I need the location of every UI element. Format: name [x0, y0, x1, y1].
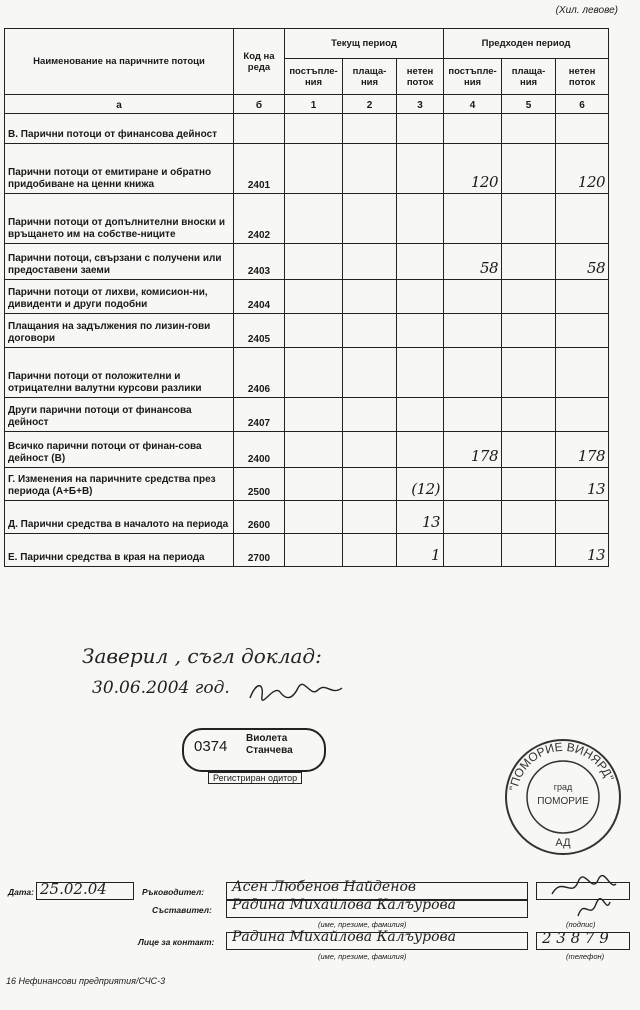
summary-net-current: (12)	[397, 468, 444, 501]
header-inflows-prior: постъпле-ния	[444, 59, 502, 95]
summary-row	[5, 534, 609, 567]
row-name: Плащания на задължения по лизин-гови договори	[5, 314, 234, 348]
row-code: 2400	[234, 432, 285, 468]
date-label: Дата:	[8, 887, 34, 897]
summary-name: Д. Парични средства в началото на периода	[5, 501, 234, 534]
row-code: 2402	[234, 194, 285, 244]
table-row	[5, 244, 609, 280]
row-inflow-prior	[444, 194, 502, 244]
row-name: Всичко парични потоци от финан-сова дейност (В)	[5, 432, 234, 468]
phone-value: 2 3 8 7 9	[542, 929, 609, 947]
index-cell: 2	[343, 95, 397, 114]
auditor-caption: Регистриран одитор	[208, 772, 302, 784]
row-code: 2404	[234, 280, 285, 314]
seal-suffix: АД	[555, 837, 571, 849]
certification-line-2: 30.06.2004 год.	[92, 678, 230, 698]
unit-note: (Хил. левове)	[555, 5, 618, 16]
row-name: Парични потоци от допълнителни вноски и връщането им на собстве-ниците	[5, 194, 234, 244]
auditor-name	[246, 733, 293, 757]
index-cell: 1	[285, 95, 343, 114]
table-row	[5, 348, 609, 398]
row-inflow-prior	[444, 280, 502, 314]
manager-value: Асен Любенов Найденов	[232, 879, 417, 895]
row-net-prior	[556, 398, 609, 432]
table-row	[5, 314, 609, 348]
summary-net-prior: 13	[556, 534, 609, 567]
row-code: 2403	[234, 244, 285, 280]
row-name: Парични потоци от лихви, комисион-ни, дивиденти и други подобни	[5, 280, 234, 314]
row-net-prior: 178	[556, 432, 609, 468]
row-inflow-prior	[444, 398, 502, 432]
index-cell: а	[5, 95, 234, 114]
contact-name-caption: (име, презиме, фамилия)	[318, 952, 407, 961]
index-cell: 5	[502, 95, 556, 114]
index-cell: 3	[397, 95, 444, 114]
certification-line-1: Заверил , съгл доклад:	[82, 644, 322, 668]
table-row	[5, 194, 609, 244]
signature-caption: (подпис)	[566, 920, 596, 929]
summary-code: 2500	[234, 468, 285, 501]
cash-flow-table	[4, 28, 609, 567]
header-name: Наименование на паричните потоци	[5, 29, 234, 95]
table-row	[5, 280, 609, 314]
row-code: 2401	[234, 144, 285, 194]
section-row	[5, 114, 609, 144]
seal-city-label: град	[553, 782, 573, 792]
row-name: Други парични потоци от финансова дейност	[5, 398, 234, 432]
row-inflow-prior: 58	[444, 244, 502, 280]
summary-code: 2700	[234, 534, 285, 567]
summary-net-prior: 13	[556, 468, 609, 501]
seal-city: ПОМОРИЕ	[537, 796, 589, 807]
header-net-prior: нетен поток	[556, 59, 609, 95]
header-outflows-current: плаща-ния	[343, 59, 397, 95]
compiler-label: Съставител:	[152, 905, 212, 915]
contact-value: Радина Михайлова Калъурова	[232, 929, 457, 945]
header-inflows-current: постъпле-ния	[285, 59, 343, 95]
auditor-first-name: Виолета	[246, 733, 288, 744]
row-net-prior	[556, 194, 609, 244]
summary-code: 2600	[234, 501, 285, 534]
compiler-signature-icon	[574, 896, 614, 922]
header-net-current: нетен поток	[397, 59, 444, 95]
index-cell: 6	[556, 95, 609, 114]
header-prior-period: Предходен период	[444, 29, 609, 59]
company-seal	[504, 738, 622, 856]
date-value: 25.02.04	[40, 880, 107, 898]
index-cell: 4	[444, 95, 502, 114]
row-inflow-prior	[444, 314, 502, 348]
table-row	[5, 432, 609, 468]
name-caption: (име, презиме, фамилия)	[318, 920, 407, 929]
row-code: 2407	[234, 398, 285, 432]
table-row	[5, 398, 609, 432]
summary-net-prior	[556, 501, 609, 534]
index-cell: б	[234, 95, 285, 114]
header-current-period: Текущ период	[285, 29, 444, 59]
row-net-prior	[556, 314, 609, 348]
seal-ring-text: "ПОМОРИЕ ВИНЯРД"	[506, 739, 617, 792]
row-net-prior: 58	[556, 244, 609, 280]
auditor-stamp	[182, 728, 326, 783]
summary-net-current: 13	[397, 501, 444, 534]
auditor-number: 0374	[194, 738, 228, 755]
index-row	[5, 95, 609, 114]
manager-label: Ръководител:	[142, 887, 205, 897]
row-inflow-prior: 120	[444, 144, 502, 194]
row-net-prior: 120	[556, 144, 609, 194]
row-inflow-prior	[444, 348, 502, 398]
row-inflow-prior: 178	[444, 432, 502, 468]
compiler-value: Радина Михайлова Калъурова	[232, 897, 457, 913]
section-title: В. Парични потоци от финансова дейност	[5, 114, 234, 144]
contact-label: Лице за контакт:	[138, 937, 215, 947]
row-code: 2406	[234, 348, 285, 398]
header-code: Код на реда	[234, 29, 285, 95]
summary-row	[5, 501, 609, 534]
row-name: Парични потоци от положителни и отрицателни валутни курсови разлики	[5, 348, 234, 398]
auditor-last-name: Станчева	[246, 745, 293, 756]
summary-name: Е. Парични средства в края на периода	[5, 534, 234, 567]
row-code: 2405	[234, 314, 285, 348]
summary-row	[5, 468, 609, 501]
row-net-prior	[556, 280, 609, 314]
auditor-signature-icon	[246, 678, 346, 708]
row-name: Парични потоци, свързани с получени или предоставени заеми	[5, 244, 234, 280]
phone-caption: (телефон)	[566, 952, 605, 961]
row-name: Парични потоци от емитиране и обратно придобиване на ценни книжа	[5, 144, 234, 194]
header-outflows-prior: плаща-ния	[502, 59, 556, 95]
row-net-prior	[556, 348, 609, 398]
summary-net-current: 1	[397, 534, 444, 567]
summary-name: Г. Изменения на паричните средства през периода (А+Б+В)	[5, 468, 234, 501]
page-footer: 16 Нефинансови предприятия/СЧС-3	[6, 976, 166, 986]
table-row	[5, 144, 609, 194]
